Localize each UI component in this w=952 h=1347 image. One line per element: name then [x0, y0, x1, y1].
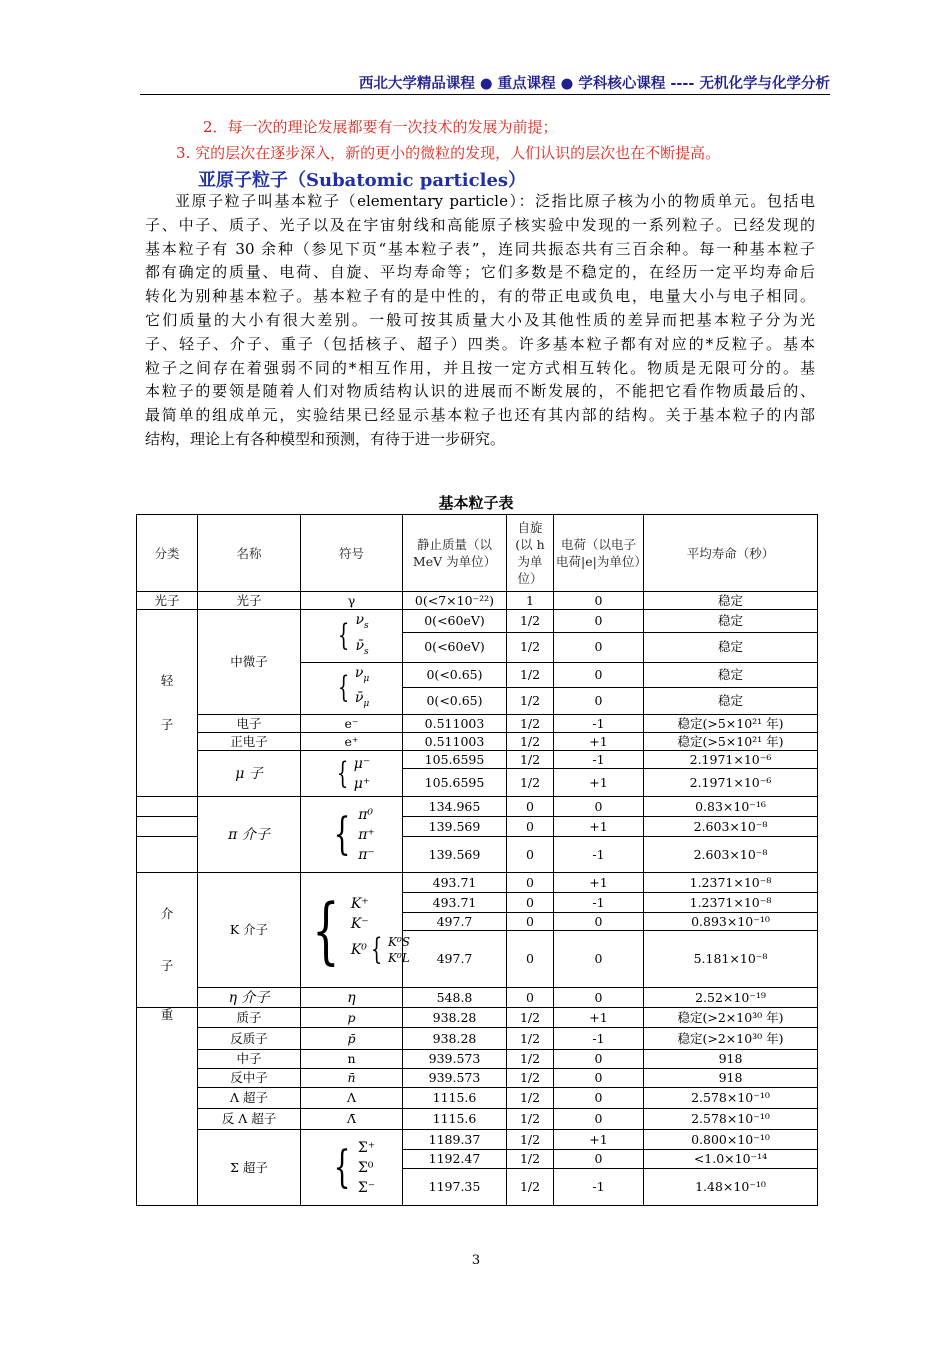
point-2: 2．每一次的理论发展都要有一次技术的发展为前提；: [203, 118, 558, 136]
spin-cell: 0: [507, 797, 554, 817]
mass-cell: 493.71: [403, 873, 507, 893]
header-name: 名称: [198, 515, 301, 592]
table-header-row: [137, 515, 818, 592]
charge-cell: 0: [554, 610, 644, 633]
charge-cell: 0: [554, 662, 644, 688]
mass-cell: 134.965: [403, 797, 507, 817]
table-row: [137, 1028, 818, 1050]
lifetime-cell: 稳定(>5×10²¹ 年): [644, 715, 818, 733]
paragraph-line: 基本粒子有 30 余种（参见下页“基本粒子表”，连同共振态共有三百余种。每一种基本粒子: [145, 239, 815, 258]
symbol-cell: Λ: [301, 1088, 403, 1109]
mass-cell: 0(<0.65): [403, 662, 507, 688]
category-lepton-1: 轻: [160, 673, 174, 689]
spin-cell: 1/2: [507, 751, 554, 769]
table-row: [137, 715, 818, 733]
mass-cell: 139.569: [403, 837, 507, 873]
mass-cell: 105.6595: [403, 751, 507, 769]
spin-cell: 0: [507, 873, 554, 893]
header-mass: 静止质量（以 MeV 为单位）: [403, 515, 507, 592]
name-cell: 正电子: [198, 733, 301, 751]
mass-cell: 548.8: [403, 988, 507, 1008]
name-cell: 质子: [198, 1008, 301, 1028]
name-cell: 反 Λ 超子: [198, 1109, 301, 1130]
name-cell: 反中子: [198, 1069, 301, 1088]
symbol-cell: [301, 797, 403, 873]
spin-cell: 1/2: [507, 1028, 554, 1050]
table-row: [137, 592, 818, 610]
paragraph-line: 最简单的组成单元，实验结果已经显示基本粒子也还有其内部的结构。关于基本粒子的内部: [145, 406, 815, 425]
charge-cell: 0: [554, 1088, 644, 1109]
symbol-cell: [301, 1130, 403, 1206]
lifetime-cell: 稳定: [644, 632, 818, 662]
charge-cell: 0: [554, 988, 644, 1008]
mass-cell: 0(<7×10⁻²²): [403, 592, 507, 610]
mass-cell: 939.573: [403, 1069, 507, 1088]
table-row: [137, 610, 818, 633]
charge-cell: 0: [554, 913, 644, 931]
mass-cell: 938.28: [403, 1028, 507, 1050]
lifetime-cell: 稳定(>2×10³⁰ 年): [644, 1008, 818, 1028]
lifetime-cell: 2.1971×10⁻⁶: [644, 751, 818, 769]
charge-cell: -1: [554, 837, 644, 873]
category-cell: [137, 610, 198, 797]
charge-cell: 0: [554, 1150, 644, 1169]
category-cell: [137, 817, 198, 837]
mass-cell: 497.7: [403, 913, 507, 931]
paragraph-line: 都有确定的质量、电荷、自旋、平均寿命等；它们多数是不稳定的，在经历一定平均寿命后: [145, 263, 815, 282]
table-row: [137, 1050, 818, 1069]
spin-cell: 1/2: [507, 1008, 554, 1028]
spin-cell: 1/2: [507, 1169, 554, 1206]
mass-cell: 0.511003: [403, 715, 507, 733]
name-cell: η 介子: [198, 988, 301, 1008]
mass-cell: 1115.6: [403, 1109, 507, 1130]
name-cell: 中微子: [198, 610, 301, 715]
pion-symbol: { π⁰ π⁺ π⁻: [333, 806, 375, 863]
page-number: 3: [471, 1253, 481, 1268]
table-row: [137, 988, 818, 1008]
symbol-cell: [301, 873, 410, 988]
table-row: [137, 1130, 818, 1150]
table-row: [137, 1088, 818, 1109]
name-cell: 光子: [198, 592, 301, 610]
header-symbol: 符号: [301, 515, 403, 592]
table-row: [137, 751, 818, 769]
table-title: 基本粒子表: [438, 494, 514, 512]
lifetime-cell: 2.603×10⁻⁸: [644, 837, 818, 873]
symbol-cell: [301, 662, 403, 715]
spin-cell: 1/2: [507, 1069, 554, 1088]
mass-cell: 938.28: [403, 1008, 507, 1028]
table-row: [137, 1008, 818, 1028]
spin-cell: 1/2: [507, 688, 554, 715]
charge-cell: -1: [554, 1028, 644, 1050]
charge-cell: 0: [554, 931, 644, 988]
header-charge: 电荷（以电子电荷|e|为单位）: [554, 515, 644, 592]
lifetime-cell: 稳定(>5×10²¹ 年): [644, 733, 818, 751]
lifetime-cell: 2.578×10⁻¹⁰: [644, 1088, 818, 1109]
charge-cell: +1: [554, 873, 644, 893]
paragraph-line: 结构，理论上有各种模型和预测，有待于进一步研究。: [145, 429, 506, 448]
spin-cell: 1/2: [507, 1088, 554, 1109]
section-title: 亚原子粒子（Subatomic particles）: [198, 170, 527, 191]
charge-cell: 0: [554, 797, 644, 817]
name-cell: Λ 超子: [198, 1088, 301, 1109]
spin-cell: 1/2: [507, 1130, 554, 1150]
category-cell: 光子: [137, 592, 198, 610]
mass-cell: 497.7: [403, 931, 507, 988]
lifetime-cell: 稳定(>2×10³⁰ 年): [644, 1028, 818, 1050]
spin-cell: 1/2: [507, 715, 554, 733]
name-cell: π 介子: [198, 797, 301, 873]
paragraph-line: 本粒子的要领是随着人们对物质结构认识的进展而不断发展的，不能把它看作物质最后的、: [145, 382, 815, 401]
running-header: 西北大学精品课程 ● 重点课程 ● 学科核心课程 ---- 无机化学与化学分析: [358, 76, 830, 92]
mass-cell: 0(<60eV): [403, 610, 507, 633]
mass-cell: 939.573: [403, 1050, 507, 1069]
lifetime-cell: 0.83×10⁻¹⁶: [644, 797, 818, 817]
mass-cell: 1115.6: [403, 1088, 507, 1109]
lifetime-cell: 1.2371×10⁻⁸: [644, 873, 818, 893]
charge-cell: +1: [554, 769, 644, 797]
name-cell: K 介子: [198, 873, 301, 988]
lifetime-cell: 0.800×10⁻¹⁰: [644, 1130, 818, 1150]
muon-symbol: { μ⁻ μ⁺: [336, 755, 371, 792]
name-cell: 电子: [198, 715, 301, 733]
category-cell: 重: [137, 1008, 198, 1206]
spin-cell: 0: [507, 913, 554, 931]
table-row: [137, 797, 818, 817]
paragraph-line: 转化为别种基本粒子。基本粒子有的是中性的，有的带正电或负电，电量大小与电子相同。: [145, 287, 815, 306]
category-cell: [137, 873, 198, 1008]
lifetime-cell: 2.52×10⁻¹⁹: [644, 988, 818, 1008]
symbol-cell: [301, 751, 403, 797]
lifetime-cell: <1.0×10⁻¹⁴: [644, 1150, 818, 1169]
spin-cell: 0: [507, 931, 554, 988]
symbol-cell: n̄: [301, 1069, 403, 1088]
charge-cell: 0: [554, 1050, 644, 1069]
table-row: [137, 873, 818, 893]
name-cell: 中子: [198, 1050, 301, 1069]
symbol-cell: γ: [301, 592, 403, 610]
paragraph-line: 亚原子粒子叫基本粒子（elementary particle）：泛指比原子核为小的物质单元。包括电: [175, 192, 815, 210]
lifetime-cell: 稳定: [644, 592, 818, 610]
spin-cell: 0: [507, 893, 554, 913]
spin-cell: 0: [507, 817, 554, 837]
charge-cell: -1: [554, 751, 644, 769]
symbol-cell: p̄: [301, 1028, 403, 1050]
mass-cell: 0.511003: [403, 733, 507, 751]
category-cell: [137, 797, 198, 817]
paragraph-line: 它们质量的大小有很大差别。一般可按其质量大小及其他性质的差异而把基本粒子分为光: [145, 310, 815, 329]
lifetime-cell: 5.181×10⁻⁸: [644, 931, 818, 988]
mass-cell: 0(<60eV): [403, 632, 507, 662]
mass-cell: 0(<0.65): [403, 688, 507, 715]
spin-cell: 0: [507, 837, 554, 873]
particle-table: [136, 514, 818, 1206]
symbol-cell: n: [301, 1050, 403, 1069]
lifetime-cell: 稳定: [644, 662, 818, 688]
charge-cell: +1: [554, 817, 644, 837]
charge-cell: 0: [554, 632, 644, 662]
charge-cell: -1: [554, 893, 644, 913]
category-meson-1: 介: [160, 906, 174, 922]
symbol-cell: e⁺: [301, 733, 403, 751]
mass-cell: 1192.47: [403, 1150, 507, 1169]
header-rule: [140, 94, 830, 95]
charge-cell: +1: [554, 733, 644, 751]
spin-cell: 1/2: [507, 1109, 554, 1130]
charge-cell: +1: [554, 1008, 644, 1028]
symbol-cell: η: [301, 988, 403, 1008]
charge-cell: 0: [554, 688, 644, 715]
spin-cell: 1: [507, 592, 554, 610]
sigma-symbol: { Σ⁺ Σ⁰ Σ⁻: [333, 1139, 376, 1196]
neutrino-mu-symbol: { $\nu_\mu$ $\nū_\mu$: [337, 664, 370, 710]
point-3: 3. 究的层次在逐步深入，新的更小的微粒的发现，人们认识的层次也在不断提高。: [176, 144, 721, 162]
symbol-cell: e⁻: [301, 715, 403, 733]
lifetime-cell: 0.893×10⁻¹⁰: [644, 913, 818, 931]
spin-cell: 1/2: [507, 662, 554, 688]
lifetime-cell: 2.1971×10⁻⁶: [644, 769, 818, 797]
spin-cell: 1/2: [507, 1150, 554, 1169]
charge-cell: 0: [554, 1109, 644, 1130]
charge-cell: -1: [554, 715, 644, 733]
charge-cell: +1: [554, 1130, 644, 1150]
category-meson-2: 子: [160, 958, 174, 974]
mass-cell: 105.6595: [403, 769, 507, 797]
category-lepton-2: 子: [160, 717, 174, 733]
lifetime-cell: 1.48×10⁻¹⁰: [644, 1169, 818, 1206]
header-lifetime: 平均寿命（秒）: [644, 515, 818, 592]
lifetime-cell: 稳定: [644, 688, 818, 715]
lifetime-cell: 1.2371×10⁻⁸: [644, 893, 818, 913]
mass-cell: 1189.37: [403, 1130, 507, 1150]
neutrino-s-symbol: { $\nu_s$ $\nū_s$: [338, 612, 369, 657]
header-category: 分类: [137, 515, 198, 592]
spin-cell: 1/2: [507, 1050, 554, 1069]
category-cell: [137, 837, 198, 873]
name-cell: 反质子: [198, 1028, 301, 1050]
charge-cell: 0: [554, 1069, 644, 1088]
spin-cell: 0: [507, 988, 554, 1008]
paragraph-line: 子、轻子、介子、重子（包括核子、超子）四类。许多基本粒子都有对应的*反粒子。基本: [145, 334, 815, 353]
mass-cell: 139.569: [403, 817, 507, 837]
spin-cell: 1/2: [507, 610, 554, 633]
name-cell: Σ 超子: [198, 1130, 301, 1206]
symbol-cell: [301, 610, 403, 663]
kaon-symbol: { K⁺ K⁻ K⁰ { K⁰S K⁰L: [312, 888, 410, 973]
lifetime-cell: 稳定: [644, 610, 818, 633]
lifetime-cell: 918: [644, 1069, 818, 1088]
spin-cell: 1/2: [507, 769, 554, 797]
lifetime-cell: 918: [644, 1050, 818, 1069]
charge-cell: -1: [554, 1169, 644, 1206]
paragraph-line: 粒子之间存在着强弱不同的*相互作用，并且按一定方式相互转化。物质是无限可分的。基: [145, 358, 815, 377]
charge-cell: 0: [554, 592, 644, 610]
table-row: [137, 1109, 818, 1130]
spin-cell: 1/2: [507, 632, 554, 662]
lifetime-cell: 2.603×10⁻⁸: [644, 817, 818, 837]
mass-cell: 1197.35: [403, 1169, 507, 1206]
body-paragraph: [145, 190, 815, 452]
symbol-cell: p: [301, 1008, 403, 1028]
mass-cell: 493.71: [403, 893, 507, 913]
lifetime-cell: 2.578×10⁻¹⁰: [644, 1109, 818, 1130]
table-row: [137, 733, 818, 751]
header-spin: 自旋(以 h 为单位）: [507, 515, 554, 592]
spin-cell: 1/2: [507, 733, 554, 751]
paragraph-line: 子、中子、质子、光子以及在宇宙射线和高能原子核实验中发现的一系列粒子。已经发现的: [145, 215, 815, 234]
table-row: [137, 1069, 818, 1088]
name-cell: μ 子: [198, 751, 301, 797]
symbol-cell: Λ̄: [301, 1109, 403, 1130]
